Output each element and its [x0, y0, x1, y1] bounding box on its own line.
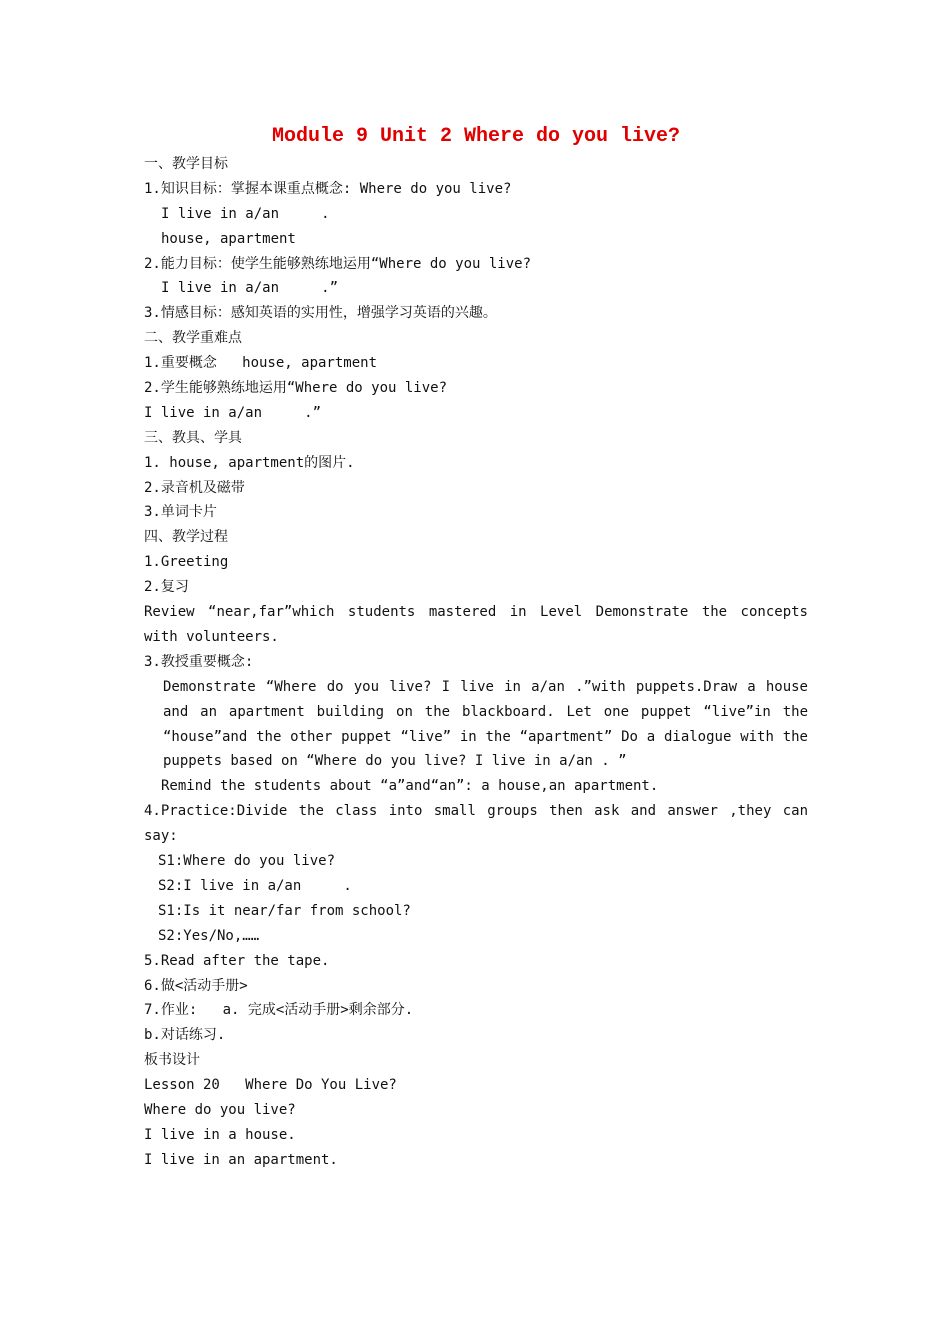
text-line: 2.录音机及磁带 [144, 479, 245, 496]
text-line: 3.情感目标：感知英语的实用性，增强学习英语的兴趣。 [144, 305, 497, 322]
text-line: Where do you live? [144, 1101, 296, 1118]
document-page [144, 122, 808, 1173]
text-line: house, apartment [161, 230, 296, 247]
text-line: I live in an apartment. [144, 1151, 338, 1168]
text-line: 2.能力目标：使学生能够熟练地运用“Where do you live? [144, 255, 532, 272]
text-line: 7.作业: a. 完成<活动手册>剩余部分. [144, 1002, 414, 1019]
text-line: I live in a house. [144, 1126, 296, 1143]
text-line: 3.教授重要概念: [144, 653, 254, 670]
section-heading-key-points: 二、教学重难点 [144, 330, 242, 347]
text-line: 2.学生能够熟练地运用“Where do you live? [144, 380, 448, 397]
text-line: 5.Read after the tape. [144, 952, 330, 969]
text-line: I live in a/an . [161, 205, 330, 222]
paragraph-review: Review “near,far”which students mastered in Level Demonstrate the concepts with volunteers. [144, 604, 808, 645]
text-line: 2.复习 [144, 579, 189, 596]
text-line: I live in a/an .” [144, 404, 322, 421]
section-heading-process: 四、教学过程 [144, 529, 228, 546]
dialogue-line: S2:Yes/No,…… [158, 927, 260, 944]
section-heading-materials: 三、教具、学具 [144, 429, 242, 446]
dialogue-line: S1:Where do you live? [158, 853, 336, 870]
text-line: 1.知识目标：掌握本课重点概念: Where do you live? [144, 180, 512, 197]
paragraph-demonstrate: Demonstrate “Where do you live? I live in a/an .”with puppets.Draw a house and an apartment building on the blackboard. Let one puppet “live”in the “house”and the other puppet “live” in the “apartment” Do a dialogue with the puppets based on “Where do you live? I live in a/an . ” [163, 678, 808, 770]
text-line: 1.重要概念 house, apartment [144, 355, 378, 372]
text-line: 6.做<活动手册> [144, 977, 248, 994]
text-line: 1. house, apartment的图片. [144, 454, 355, 471]
paragraph-practice: 4.Practice:Divide the class into small groups then ask and answer ,they can say: [144, 803, 808, 845]
section-heading-objectives: 一、教学目标 [144, 156, 228, 172]
section-heading-board-design: 板书设计 [144, 1052, 200, 1069]
page-title: Module 9 Unit 2 Where do you live? [271, 125, 681, 148]
text-line: 1.Greeting [144, 554, 229, 571]
text-line: I live in a/an .” [161, 280, 339, 297]
dialogue-line: S2:I live in a/an . [158, 877, 352, 894]
text-line: b.对话练习. [144, 1027, 226, 1044]
text-line: 3.单词卡片 [144, 504, 217, 521]
text-line: Lesson 20 Where Do You Live? [144, 1077, 397, 1094]
text-line: Remind the students about “a”and“an”: a house,an apartment. [161, 778, 659, 795]
dialogue-line: S1:Is it near/far from school? [158, 902, 411, 919]
